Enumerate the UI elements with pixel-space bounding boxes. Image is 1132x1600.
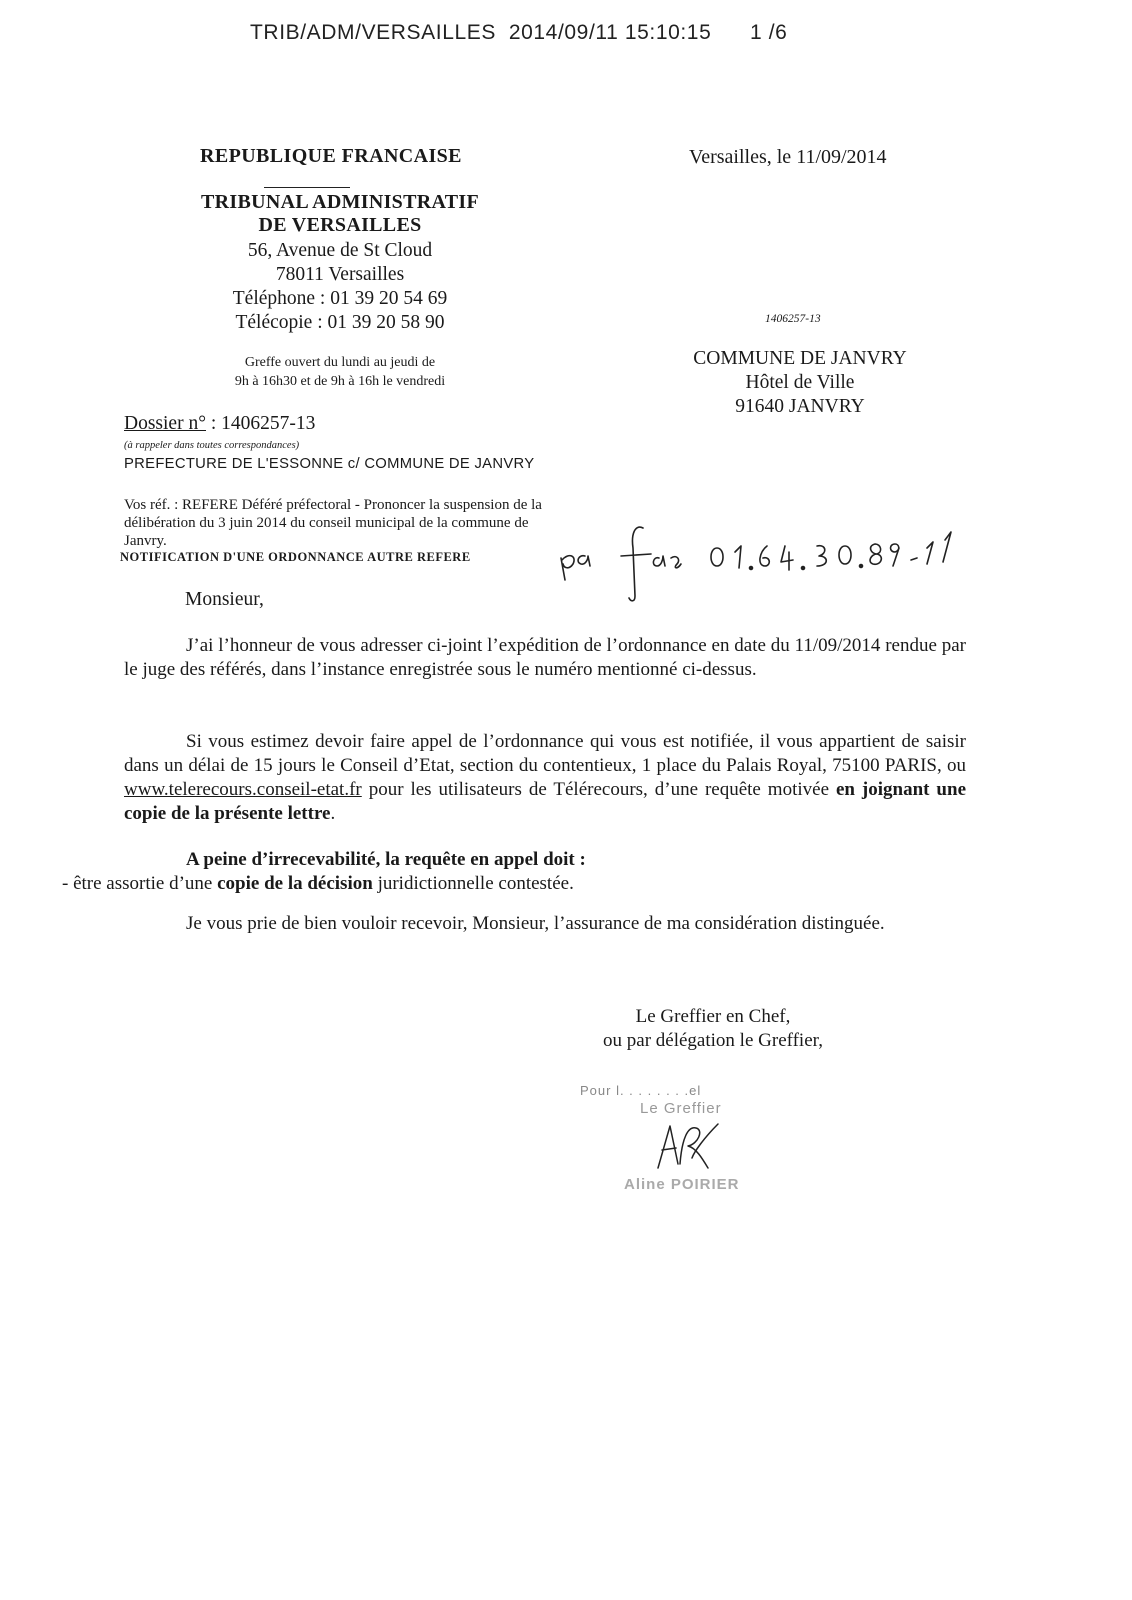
tribunal-line1: TRIBUNAL ADMINISTRATIF	[201, 191, 479, 213]
signature-block	[577, 1005, 849, 1053]
recipient-name: COMMUNE DE JANVRY	[693, 348, 907, 369]
signature-scribble	[648, 1118, 728, 1178]
notification-title: NOTIFICATION D'UNE ORDONNANCE AUTRE REFERE	[120, 550, 471, 564]
fax-datetime: 2014/09/11 15:10:15	[508, 21, 712, 44]
recipient-reference: 1406257-13	[765, 313, 821, 325]
p2-end: .	[330, 803, 336, 824]
stamp-text-2: Le Greffier	[640, 1100, 722, 1117]
address-line2: 78011 Versailles	[275, 264, 405, 285]
place-date: Versailles, le 11/09/2014	[689, 146, 887, 168]
p3-text-b: juridictionnelle contestée.	[372, 873, 574, 894]
p3-text-a: - être assortie d’une	[62, 873, 218, 894]
telerecours-link[interactable]: www.telerecours.conseil-etat.fr	[124, 779, 362, 800]
p3-title: A peine d’irrecevabilité, la requête en appel doit :	[186, 849, 586, 870]
p2-text-a: Si vous estimez devoir faire appel de l’ordonnance qui vous est notifiée, il vous appartient de saisir dans un délai de 15 jours le Conseil d’Etat, section du contentieux, 1 place du Palais Royal, 75100 PARIS, ou	[124, 731, 966, 776]
salutation: Monsieur,	[185, 589, 264, 610]
fax-header	[250, 21, 787, 45]
p2-text-b: pour les utilisateurs de Télérecours, d’une requête motivée	[361, 779, 836, 800]
dossier-label: Dossier n°	[124, 413, 206, 434]
dossier-reminder: (à rappeler dans toutes correspondances)	[124, 440, 300, 451]
tribunal-name	[180, 191, 500, 237]
dossier-separator: :	[206, 413, 222, 434]
handwritten-fax-note	[555, 518, 995, 608]
dossier-value: 1406257-13	[221, 413, 316, 434]
republique-heading: REPUBLIQUE FRANCAISE	[200, 145, 462, 167]
your-reference: Vos réf. : REFERE Déféré préfectoral - Prononcer la suspension de la délibération du 3 juin 2014 du conseil municipal de la commune de Janvry.	[124, 497, 542, 549]
fax-page: 1 /6	[749, 21, 788, 44]
case-parties: PREFECTURE DE L'ESSONNE c/ COMMUNE DE JANVRY	[124, 456, 535, 472]
paragraph-2	[124, 730, 966, 826]
fax-sender: TRIB/ADM/VERSAILLES	[250, 21, 496, 44]
recipient-address	[680, 347, 920, 419]
tribunal-address	[180, 239, 500, 335]
address-line1: 56, Avenue de St Cloud	[247, 240, 433, 261]
paragraph-1: J’ai l’honneur de vous adresser ci-joint l’expédition de l’ordonnance en date du 11/09/2014 rendue par le juge des référés, dans l’instance enregistrée sous le numéro mentionné ci-dessus.	[124, 635, 966, 680]
stamp-text-3: Aline POIRIER	[624, 1176, 740, 1193]
tribunal-line2: DE VERSAILLES	[258, 214, 422, 236]
office-hours	[190, 353, 490, 391]
p3-bold: copie de la décision	[217, 873, 373, 894]
dossier-number	[124, 413, 315, 435]
paragraph-4: Je vous prie de bien vouloir recevoir, Monsieur, l’assurance de ma considération distinguée.	[186, 913, 885, 934]
signature-line1: Le Greffier en Chef,	[635, 1006, 791, 1027]
recipient-line3: 91640 JANVRY	[735, 396, 865, 417]
signature-line2: ou par délégation le Greffier,	[603, 1030, 823, 1051]
hours-line2: 9h à 16h30 et de 9h à 16h le vendredi	[234, 374, 446, 389]
paragraph-3	[62, 848, 966, 896]
stamp-text-1: Pour l. . . . . . . .el	[580, 1083, 702, 1098]
fax-number: Télécopie : 01 39 20 58 90	[235, 312, 445, 333]
hours-line1: Greffe ouvert du lundi au jeudi de	[244, 355, 436, 370]
phone-number: Téléphone : 01 39 20 54 69	[232, 288, 448, 309]
recipient-line2: Hôtel de Ville	[745, 372, 855, 393]
p2-bold: en joignant une copie de la présente lettre	[124, 779, 966, 824]
heading-divider	[264, 187, 350, 188]
